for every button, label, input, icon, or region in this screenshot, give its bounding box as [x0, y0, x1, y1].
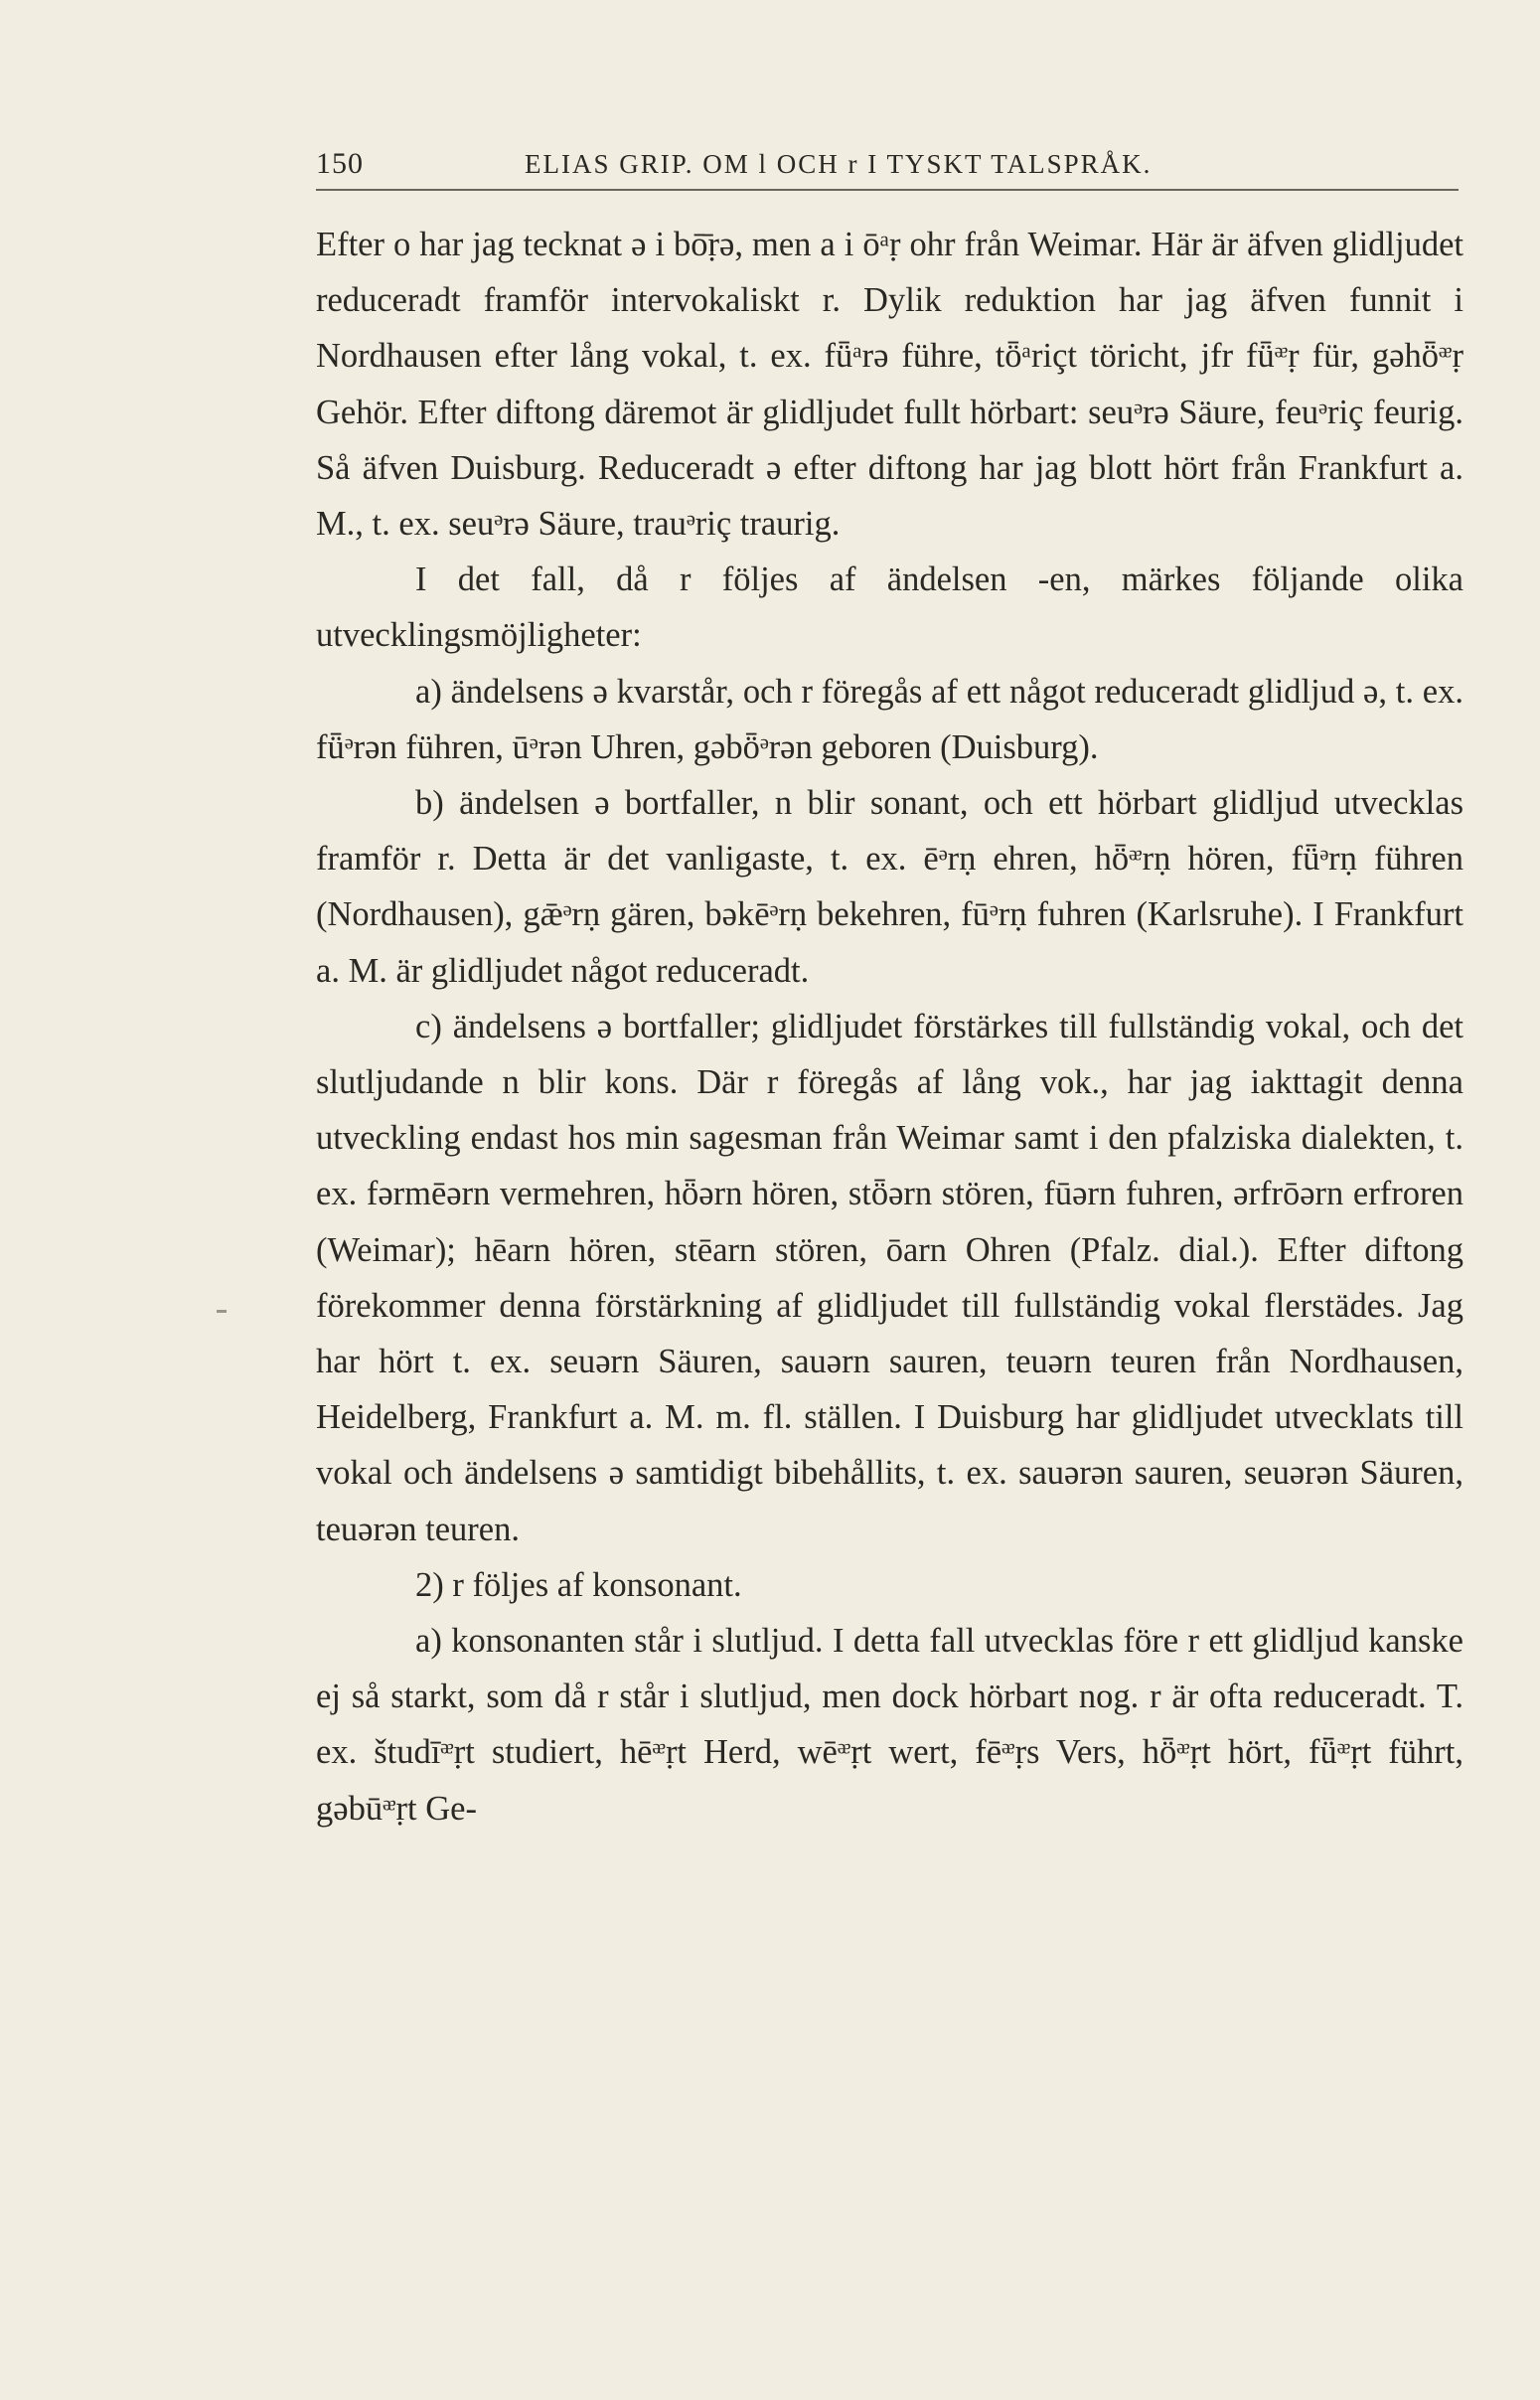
paragraph-5: c) ändelsens ə bortfaller; glidljudet förstärkes till fullständig vokal, och det slutljudande n blir kons. Där r föregås af lång vok., har jag iakttagit denna utveckling endast hos min sagesman från Weimar samt i den pfalziska dialekten, t. ex. fərmēərn vermehren, hȫərn hören, stȫərn stören, fūərn fuhren, ərfrōərn erfroren (Weimar); hēarn hören, stēarn stören, ōarn Ohren (Pfalz. dial.). Efter diftong förekommer denna förstärkning af glidljudet till fullständig vokal flerstädes. Jag har hört t. ex. seuərn Säuren, sauərn sauren, teuərn teuren från Nordhausen, Heidelberg, Frankfurt a. M. m. fl. ställen. I Duisburg har glidljudet utvecklats till vokal och ändelsens ə samtidigt bibehållits, t. ex. sauərən sauren, seuərən Säuren, teuərən teuren.	[316, 1007, 1463, 1548]
body-text	[316, 217, 1463, 1837]
paragraph-2: I det fall, då r följes af ändelsen -en, märkes följande olika utvecklingsmöjligheter:	[316, 560, 1463, 655]
page-number: 150	[316, 147, 364, 180]
margin-mark	[217, 1310, 227, 1313]
page-header	[316, 139, 1459, 191]
paragraph-1: Efter o har jag tecknat ə i bō̄ṛə, men a i ōᵃṛ ohr från Weimar. Här är äfven glidljudet reduceradt framför intervokaliskt r. Dylik reduktion har jag äfven funnit i Nordhausen efter lång vokal, t. ex. fǖᵃrə führe, tȫᵃriçt töricht, jfr fǖᵆṛ für, gəhȫᵆṛ Gehör. Efter diftong däremot är glidljudet fullt hörbart: seuᵊrə Säure, feuᵊriç feurig. Så äfven Duisburg. Reduceradt ə efter diftong har jag blott hört från Frankfurt a. M., t. ex. seuᵊrə Säure, trauᵊriç traurig.	[316, 226, 1463, 544]
paragraph-6: 2) r följes af konsonant.	[415, 1565, 742, 1604]
paragraph-4: b) ändelsen ə bortfaller, n blir sonant, och ett hörbart glidljud utvecklas framför r. Detta är det vanligaste, t. ex. ēᵊrṇ ehren, hȫᵆrṇ hören, fǖᵊrṇ führen (Nordhausen), gǣᵊrṇ gären, bəkēᵊrṇ bekehren, fūᵊrṇ fuhren (Karlsruhe). I Frankfurt a. M. är glidljudet något reduceradt.	[316, 784, 1463, 990]
paragraph-3: a) ändelsens ə kvarstår, och r föregås af ett något reduceradt glidljud ə, t. ex. fǖᵊrən führen, ūᵊrən Uhren, gəbȫᵊrən geboren (Duisburg).	[316, 672, 1463, 766]
running-title: ELIAS GRIP. OM l OCH r I TYSKT TALSPRÅK.	[525, 149, 1153, 179]
paragraph-7: a) konsonanten står i slutljud. I detta fall utvecklas före r ett glidljud kanske ej så starkt, som då r står i slutljud, men dock hörbart nog. r är ofta reduceradt. T. ex. študīᵆṛt studiert, hēᵆṛt Herd, wēᵆṛt wert, fēᵆṛs Vers, hȫᵆṛt hört, fǖᵆṛt führt, gəbūᵆṛt Ge-	[316, 1622, 1463, 1828]
